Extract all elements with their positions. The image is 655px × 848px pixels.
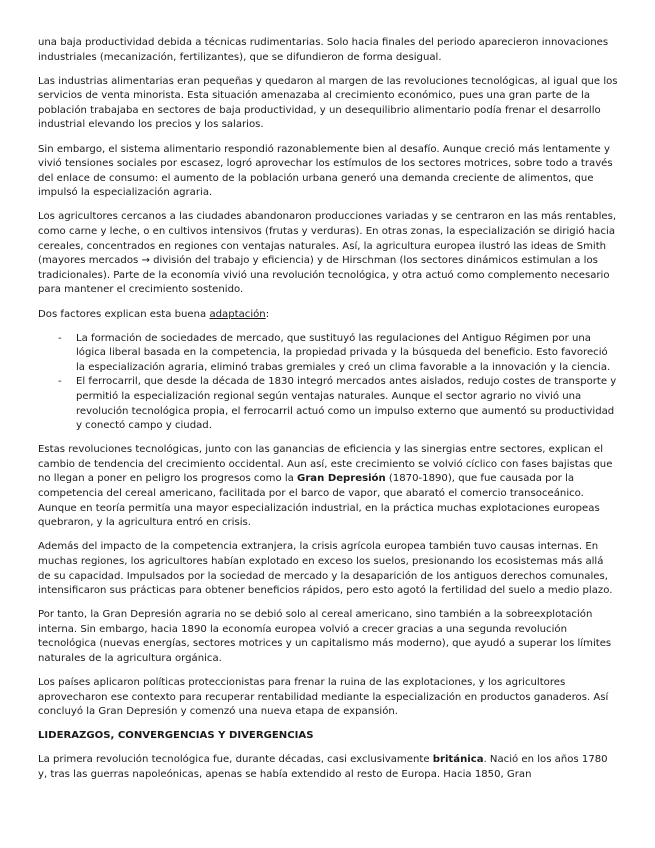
great-depression-intro: Estas revoluciones tecnológicas, junto con las ganancias de eficiencia y las sinergias entre sectores, explican el cambio de tendencia del crecimiento occidental. Aun así, este crecimiento se volvió cíclico con fases bajistas que no llegan a poner en peligro los progresos como la (38, 444, 613, 485)
paragraph-food-industries: Las industrias alimentarias eran pequeñas y quedaron al margen de las revoluciones tecnológicas, al igual que los servicios de venta minorista. Esta situación amenazaba al crecimiento económico, pues una gran parte de la población trabajaba en sectores de baja productividad, y un desequilibrio alimentario podía frenar el desarrollo industrial elevando los precios y los salarios. (38, 75, 618, 131)
list-item-text: La formación de sociedades de mercado, que sustituyó las regulaciones del Antiguo Régimen por una lógica liberal basada en la competencia, la propiedad privada y la búsqueda del beneficio. Esto favoreció la especialización agraria, eliminó trabas gremiales y creó un clima favorable a la innovación y la ciencia. (76, 332, 611, 373)
list-item-text: El ferrocarril, que desde la década de 1830 integró mercados antes aislados, redujo costes de transporte y permitió la especialización regional según ventajas naturales. Aunque el sector agrario no vivió una revolución tecnológica propia, el ferrocarril actuó como un impulso externo que aumentó su productividad y conectó campo y ciudad. (76, 376, 617, 432)
paragraph-first-revolution (38, 753, 618, 782)
dash-bullet: - (58, 376, 62, 388)
factors-list (38, 332, 618, 434)
two-factors-colon: : (265, 308, 270, 320)
paragraph-two-factors (38, 308, 618, 323)
first-revolution-intro: La primera revolución tecnológica fue, durante décadas, casi exclusivamente (38, 754, 433, 766)
paragraph-low-productivity: una baja productividad debida a técnicas rudimentarias. Solo hacia finales del periodo aparecieron innovaciones industriales (mecanización, fertilizantes), que se difundieron de forma desigual. (38, 37, 609, 63)
adaptation-underlined-word: adaptación (209, 308, 266, 320)
paragraph-protectionism: Los países aplicaron políticas proteccionistas para frenar la ruina de las explotaciones, y los agricultores aprovecharon ese contexto para recuperar rentabilidad mediante la especialización en productos ganaderos. Así concluyó la Gran Depresión y comenzó una nueva etapa de expansión. (38, 677, 609, 718)
dash-bullet: - (58, 332, 62, 344)
first-revolution-rest: . Nació en los años 1780 y, tras las guerras napoleónicas, apenas se había extendido al resto de Europa. Hacia 1850, Gran (38, 754, 608, 781)
paragraph-farmer-specialization: Los agricultores cercanos a las ciudades abandonaron producciones variadas y se centraron en las más rentables, como carne y leche, o en cultivos intensivos (frutas y verduras). En otras zonas, la especialización se dirigió hacia cereales, concentrados en regiones con ventajas naturales. Así, la agricultura europea ilustró las ideas de Smith (mayores mercados → división del trabajo y eficiencia) y de Hirschman (los sectores dinámicos estimulan a los tradicionales). Parte de la economía vivió una revolución tecnológica, y otra actuó como complemento necesario para mantener el crecimiento sostenido. (38, 211, 617, 296)
britanica-bold: británica (432, 754, 484, 766)
paragraph-internal-causes: Además del impacto de la competencia extranjera, la crisis agrícola europea también tuvo causas internas. En muchas regiones, los agricultores habían explotado en exceso los suelos, presionando los ecosistemas más allá de su capacidad. Impulsados por la sociedad de mercado y la desaparición de los antiguos derechos comunales, intensificaron sus prácticas para obtener beneficios rápidos, pero esto agotó la fertilidad del suelo a medio plazo. (38, 541, 613, 597)
list-item (38, 375, 618, 433)
gran-depresion-bold: Gran Depresión (297, 473, 386, 485)
two-factors-text: Dos factores explican esta buena (38, 308, 210, 320)
paragraph-overexploitation: Por tanto, la Gran Depresión agraria no se debió solo al cereal americano, sino también a la sobreexplotación interna. Sin embargo, hacia 1890 la economía europea volvió a crecer gracias a una segunda revolución tecnológica (nuevas energías, sectores motrices y un capitalismo más moderno), que ayudó a superar los límites naturales de la agricultura orgánica. (38, 609, 612, 664)
document-page (38, 36, 618, 792)
paragraph-great-depression (38, 443, 618, 531)
great-depression-rest: (1870-1890), que fue causada por la competencia del cereal americano, facilitada por el barco de vapor, que abarató el comercio transoceánico. Aunque en teoría permitía una mayor especialización industrial, en la práctica muchas explotaciones europeas quebraron, y la agricultura entró en crisis. (38, 473, 600, 529)
paragraph-food-system-response: Sin embargo, el sistema alimentario respondió razonablemente bien al desafío. Aunque creció más lentamente y vivió tensiones sociales por escasez, logró aprovechar los estímulos de los sectores motrices, sobre todo a través del enlace de consumo: el aumento de la población urbana generó una demanda creciente de alimentos, que impulsó la especialización agraria. (38, 143, 613, 199)
section-heading: LIDERAZGOS, CONVERGENCIAS Y DIVERGENCIAS (38, 730, 314, 742)
list-item (38, 332, 618, 376)
